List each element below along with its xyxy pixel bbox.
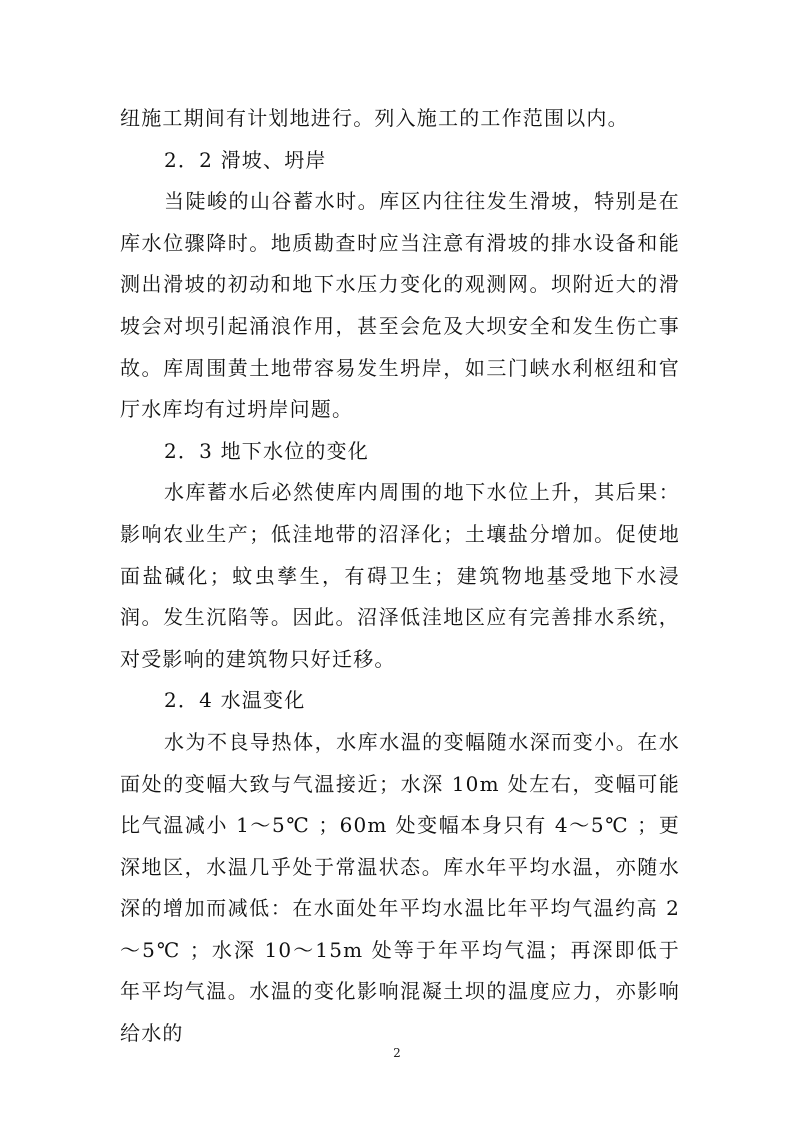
section-heading-2-3: 2．3 地下水位的变化	[164, 438, 370, 463]
section-heading-2-2: 2．2 滑坡、坍岸	[164, 147, 327, 172]
continued-paragraph: 纽施工期间有计划地进行。列入施工的工作范围以内。	[120, 106, 629, 130]
paragraph-water-temperature: 水为不良导热体，水库水温的变幅随水深而变小。在水面处的变幅大致与气温接近；水深 10m 处左右，变幅可能比气温减小 1～5℃ ；60m 处变幅本身只有 4～5℃ ；更深地区，水温几乎处于常温状态。库水年平均水温，亦随水深的增加而减低：在水面处年平均水温比年平均气温约高 2～5℃ ；水深 10～15m 处等于年平均气温；再深即低于年平均气温。水温的变化影响混凝土坝的温度应力，亦影响给水的	[120, 729, 680, 1046]
paragraph-groundwater: 水库蓄水后必然使库内周围的地下水位上升，其后果：影响农业生产；低洼地带的沼泽化；土壤盐分增加。促使地面盐碱化；蚊虫孳生，有碍卫生；建筑物地基受地下水浸润。发生沉陷等。因此。沼泽低洼地区应有完善排水系统，对受影响的建筑物只好迁移。	[120, 480, 680, 671]
body-text	[120, 98, 680, 1055]
paragraph-landslide: 当陡峻的山谷蓄水时。库区内往往发生滑坡，特别是在库水位骤降时。地质勘查时应当注意有滑坡的排水设备和能测出滑坡的初动和地下水压力变化的观测网。坝附近大的滑坡会对坝引起涌浪作用，甚至会危及大坝安全和发生伤亡事故。库周围黄土地带容易发生坍岸，如三门峡水利枢纽和官厅水库均有过坍岸问题。	[120, 189, 680, 422]
section-heading-2-4: 2．4 水温变化	[164, 688, 306, 713]
page-number: 2	[393, 1046, 401, 1060]
